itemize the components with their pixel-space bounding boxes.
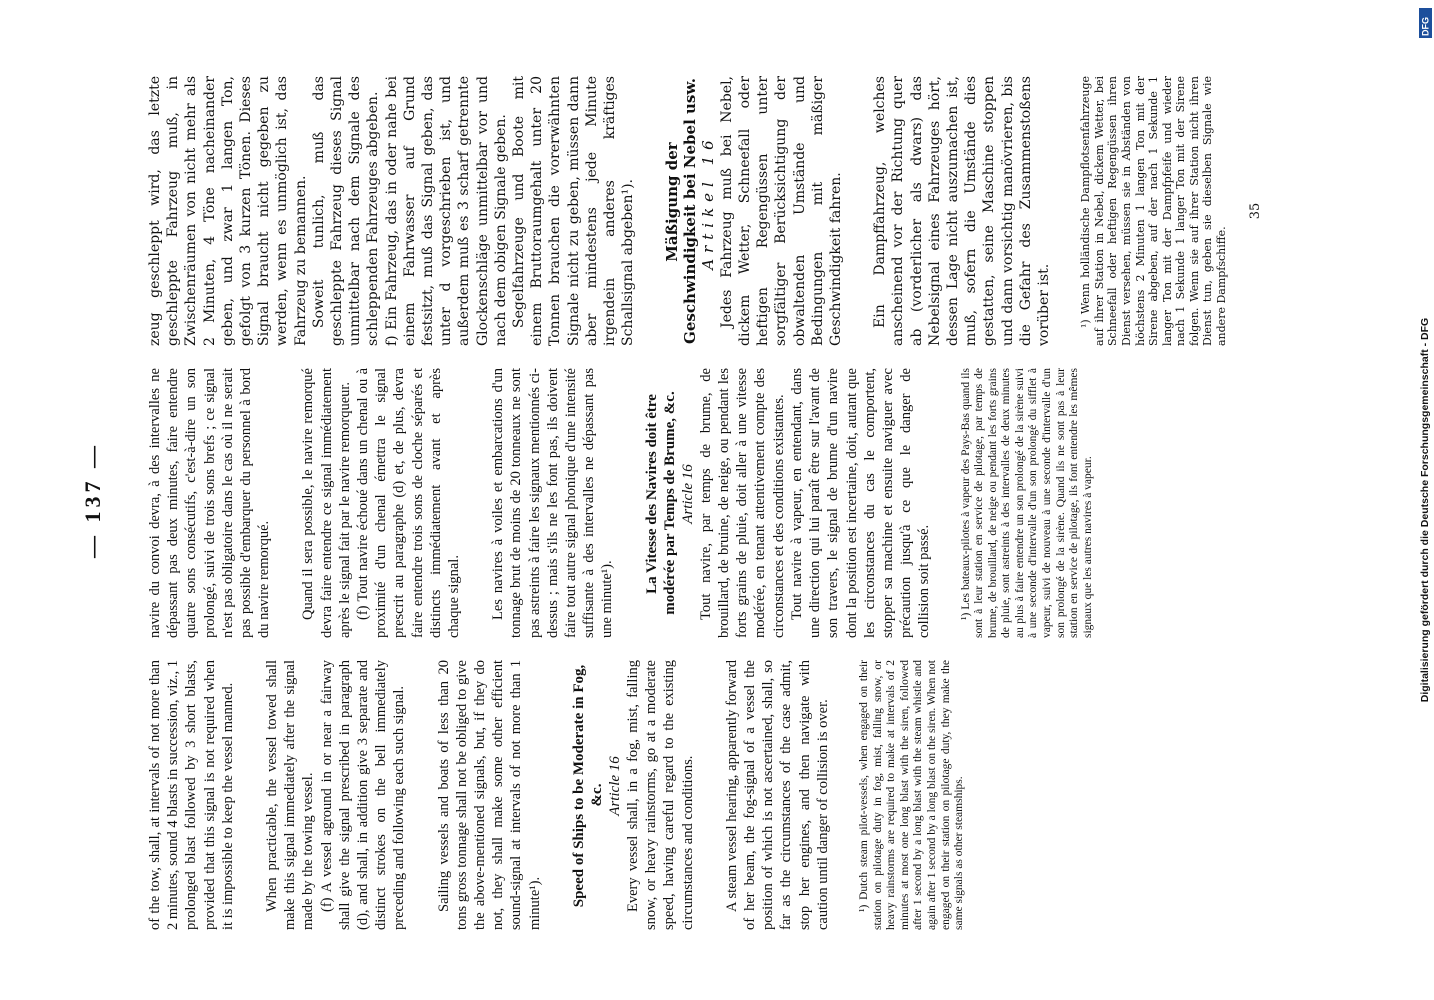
digitization-credit bbox=[1416, 0, 1434, 1000]
german-article-label: Artikel 16 bbox=[699, 134, 718, 270]
english-column bbox=[146, 660, 967, 930]
english-footnote: ¹) Dutch steam pilot-vessels, when engaged on their station on pilotage duty in fog, mist, falling snow, or heavy rainstorms are required to make at intervals of 2 minutes at most one long blast with the siren, followed after 1 second by a long blast with the steam whistle and again after 1 second by a long blast on the siren. When not engaged on their station on pilotage duty, they make the same signals as other steamships. bbox=[858, 660, 966, 930]
english-article-label: Article 16 bbox=[606, 756, 623, 816]
english-heading: Speed of Ships to be Moderate in Fog, &c. bbox=[570, 664, 605, 908]
french-paragraph-3: (f) Tout navire échoué dans un chenal ou à proximité d'un chenal émettra le signal prescrit au paragraphe (d) et, de plus, devra faire entendre trois sons de cloche séparés et distincts immédiatement avant et après chaque signal. bbox=[355, 368, 463, 638]
german-heading: Mäßigung der Geschwindigkeit bei Nebel usw. bbox=[663, 78, 700, 344]
french-article-label: Article 16 bbox=[679, 464, 696, 524]
german-paragraph-1: zeug geschleppt wird, das letzte geschleppte Fahrzeug muß, in Zwischenräumen von nicht mehr als 2 Minuten, 4 Töne nacheinander geben, und zwar 1 langen Ton, gefolgt von 3 kurzen Tönen. Dieses Signal braucht nicht gegeben zu werden, wenn es unmöglich ist, das Fahrzeug zu bemannen. bbox=[147, 76, 309, 346]
french-paragraph-5: Tout navire, par temps de brume, de brouillard, de bruine, de neige, ou pendant les forts grains de pluie, doit aller à une vitesse modérée, en tenant attentivement compte des circonstances et des conditions existantes. bbox=[697, 368, 787, 638]
german-paragraph-3: f) Ein Fahrzeug, das in oder nahe bei einem Fahrwasser auf Grund festsitzt, muß das Signal geben, das unter d vorgeschrieben ist, und außerdem muß es 3 scharf getrennte Glockenschläge unmittelbar vor und nach dem obigen Signale geben. bbox=[383, 76, 509, 346]
page-number: — 137 — bbox=[80, 442, 105, 558]
german-page-footer: 35 bbox=[1247, 202, 1263, 220]
english-paragraph-1: of the tow, shall, at intervals of not more than 2 minutes, sound 4 blasts in succession, viz., 1 prolonged blast followed by 3 short blasts, provided that this signal is not required when it is impossible to keep the vessel manned. bbox=[147, 660, 236, 930]
dfg-logo-icon bbox=[1419, 8, 1432, 38]
english-paragraph-4: Sailing vessels and boats of less than 20 tons gross tonnage shall not be obliged to give the above-mentioned signals, but, if they do not, they shall make some other efficient sound-signal at intervals of not more than 1 minute¹). bbox=[435, 660, 543, 930]
french-paragraph-2: Quand il sera possible, le navire remorqué devra faire entendre ce signal immédiatement après le signal fait par le navire remorqueur. bbox=[300, 368, 353, 638]
svg-text:DFG: DFG bbox=[1420, 17, 1431, 36]
french-footnote: ¹) Les bateaux-pilotes à vapeur des Pays-Bas quand ils sont à leur station en service de pilotage, par temps de brume, de brouillard, de neige ou pendant les forts grains de pluie, sont astreints à des intervalles de deux minutes au plus à faire entendre un son prolongé de la sirène suivi à une seconde d'intervalle d'un son prolongé du sifflet à vapeur, suivi de nouveau à une seconde d'intervalle d'un son prolongé de la sirène. Quand ils ne sont pas à leur station en service de pilotage, ils font entendre les mêmes signaux que les autres navires à vapeur. bbox=[959, 368, 1094, 638]
english-paragraph-6: A steam vessel hearing, apparently forward of her beam, the fog-signal of a vessel the position of which is not ascertained, shall, so far as the circumstances of the case admit, stop her engines, and then navigate with caution until danger of collision is over. bbox=[723, 660, 831, 930]
french-paragraph-1: navire du convoi devra, à des intervalles ne dépassant pas deux minutes, faire entendre quatre sons consécutifs, c'est-à-dire un son prolongé, suivi de trois sons brefs ; ce signal n'est pas obligatoire dans le cas où il ne serait pas possible d'embarquer du personnel à bord du navire remorqué. bbox=[147, 368, 273, 638]
dfg-logo bbox=[1419, 8, 1432, 38]
german-paragraph-6: Ein Dampffahrzeug, welches anscheinend vor der Richtung quer ab (vorderlicher als dwars) das Nebelsignal eines Fahrzeuges hört, dessen Lage nicht auszumachen ist, muß, sofern die Umstände dies gestatten, seine Maschine stoppen und dann vorsichtig manövrieren, bis die Gefahr des Zusammenstoßens vorüber ist. bbox=[872, 76, 1052, 346]
credit-text: Digitalisierung gefördert durch die Deutsche Forschungsgemeinschaft - DFG bbox=[1419, 317, 1431, 703]
german-footnote: ¹) Wenn holländische Dampflotsenfahrzeuge auf ihrer Station in Nebel, dickem Wetter, bei Schneefall oder heftigen Regengüssen ihren Dienst versehen, müssen sie in Abständen von höchstens 2 Minuten 1 langen Ton mit der Sirene abgeben, auf der nach 1 Sekunde 1 langer Ton mit der Dampfpfeife und wieder nach 1 Sekunde 1 langer Ton mit der Sirene folgen. Wenn sie auf ihrer Station nicht ihren Dienst tun, geben sie dieselben Signale wie andere Dampfschiffe. bbox=[1079, 76, 1229, 346]
german-paragraph-5: Jedes Fahrzeug muß bei Nebel, dickem Wetter, Schneefall oder heftigen Regengüssen unter sorgfältiger Berücksichtigung der obwaltenden Umstände und Bedingungen mit mäßiger Geschwindigkeit fahren. bbox=[718, 76, 844, 346]
french-paragraph-6: Tout navire à vapeur, en entendant, dans une direction qui lui paraît être sur l'avant de son travers, le signal de brume d'un navire dont la position est incertaine, doit, autant que les circonstances du cas le comportent, stopper sa machine et ensuite naviguer avec précaution jusqu'à ce que le danger de collision soit passé. bbox=[788, 368, 933, 638]
german-paragraph-4: Segelfahrzeuge und Boote mit einem Bruttoraumgehalt unter 20 Tonnen brauchen die vorerwähnten Signale nicht zu geben, müssen dann aber mindestens jede Minute irgendein anderes kräftiges Schallsignal abgeben¹). bbox=[511, 76, 637, 346]
french-paragraph-4: Les navires à voiles et embarcations d'un tonnage brut de moins de 20 tonneaux ne sont pas astreints à faire les signaux mentionnés ci-dessus ; mais s'ils ne les font pas, ils doivent faire tout autre signal phonique d'une intensité suffisante à des intervalles ne dépassant pas une minute¹). bbox=[490, 368, 616, 638]
french-heading: La Vitesse des Navires doit être modérée par Temps de Brume, &c. bbox=[643, 391, 678, 615]
document-page bbox=[80, 70, 1320, 930]
english-paragraph-5: Every vessel shall, in a fog, mist, falling snow, or heavy rainstorms, go at a moderate speed, having careful regard to the existing circumstances and conditions. bbox=[625, 660, 696, 930]
german-paragraph-2: Soweit tunlich, muß das geschleppte Fahrzeug dieses Signal unmittelbar nach dem Signale des schleppenden Fahrzeuges abgeben. bbox=[310, 76, 382, 346]
english-paragraph-2: When practicable, the vessel towed shall make this signal immediately after the signal made by the towing vessel. bbox=[264, 660, 317, 930]
english-paragraph-3: (f) A vessel aground in or near a fairway shall give the signal prescribed in paragraph (d), and shall, in addition give 3 separate and distinct strokes on the bell immediately preceding and following each such signal. bbox=[318, 660, 408, 930]
german-column bbox=[146, 76, 1265, 346]
french-column bbox=[146, 368, 1095, 638]
